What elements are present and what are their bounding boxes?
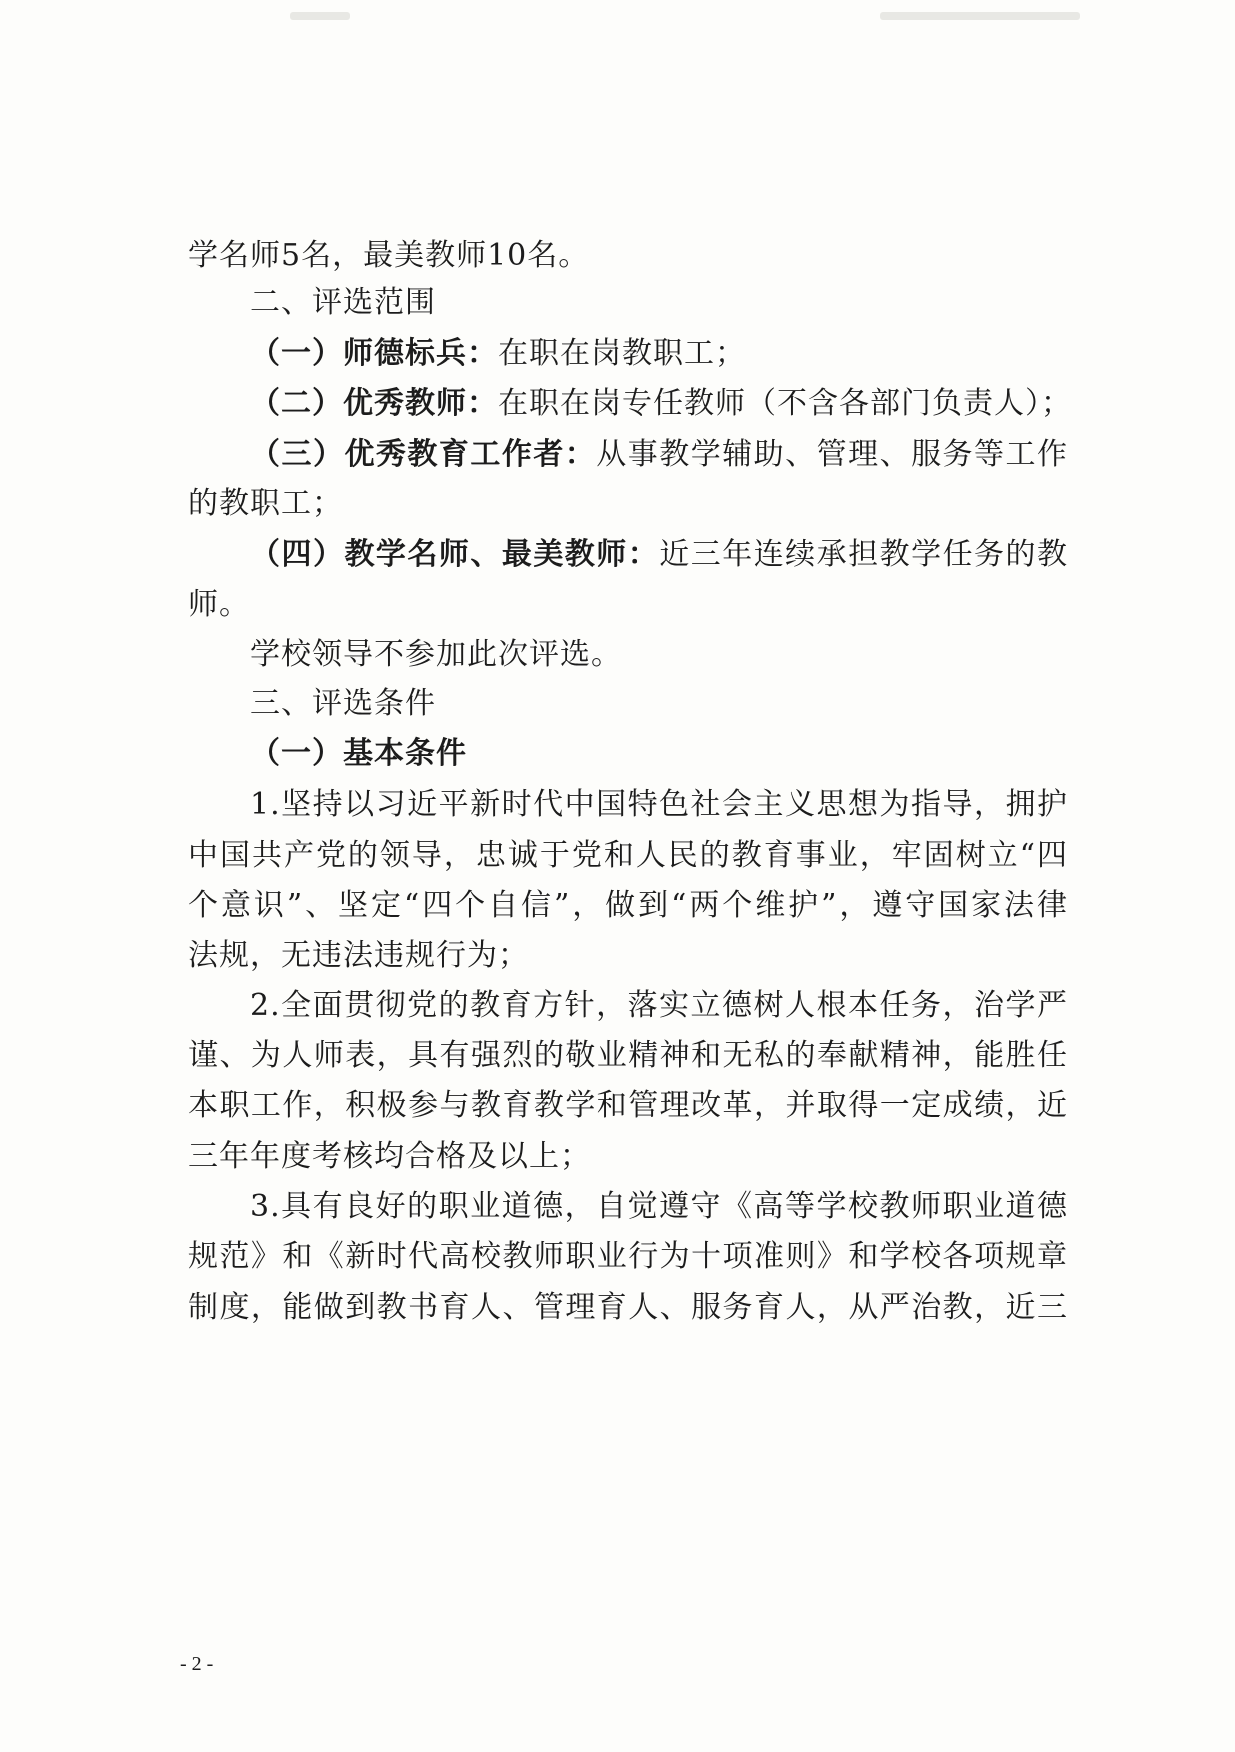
- text-line: 本职工作，积极参与教育教学和管理改革，并取得一定成绩，近: [188, 1088, 1068, 1123]
- text-line: 中国共产党的领导，忠诚于党和人民的教育事业，牢固树立“四: [188, 838, 1068, 873]
- item-label: （二）优秀教师：: [250, 386, 498, 421]
- text-line: 的教职工；: [188, 486, 343, 521]
- item-text: 在职在岗教职工；: [498, 336, 746, 371]
- text-line: 师。: [188, 587, 250, 622]
- section-heading-conditions: 三、评选条件: [250, 686, 436, 721]
- text-line: [250, 535, 1068, 575]
- text-line: 学校领导不参加此次评选。: [250, 637, 622, 672]
- page-number: - 2 -: [180, 1653, 214, 1675]
- text-line: 法规，无违法违规行为；: [188, 938, 529, 973]
- item-label: （四）教学名师、最美教师：: [250, 537, 660, 572]
- scan-artifact-mark: [290, 12, 350, 20]
- text-line: 1.坚持以习近平新时代中国特色社会主义思想为指导，拥护: [250, 787, 1068, 822]
- text-line: 三年年度考核均合格及以上；: [188, 1139, 591, 1174]
- text-line: 学名师5名，最美教师10名。: [188, 238, 590, 273]
- text-line: 制度，能做到教书育人、管理育人、服务育人，从严治教，近三: [188, 1290, 1068, 1325]
- item-text: 从事教学辅助、管理、服务等工作: [596, 437, 1069, 472]
- text-line: 3.具有良好的职业道德，自觉遵守《高等学校教师职业道德: [250, 1189, 1068, 1224]
- text-line: [250, 384, 1130, 424]
- text-line: [250, 334, 1130, 374]
- item-text: 在职在岗专任教师（不含各部门负责人）；: [498, 386, 1072, 421]
- text-line: 2.全面贯彻党的教育方针，落实立德树人根本任务，治学严: [250, 988, 1068, 1023]
- text-line: [250, 435, 1068, 475]
- text-line: 规范》和《新时代高校教师职业行为十项准则》和学校各项规章: [188, 1239, 1068, 1274]
- subsection-heading-basic: （一）基本条件: [250, 736, 467, 771]
- item-label: （三）优秀教育工作者：: [250, 437, 597, 472]
- item-label: （一）师德标兵：: [250, 336, 498, 371]
- item-text: 近三年连续承担教学任务的教: [659, 537, 1069, 572]
- section-heading-scope: 二、评选范围: [250, 285, 436, 320]
- scan-artifact-mark: [880, 12, 1080, 20]
- text-line: 个意识”、坚定“四个自信”，做到“两个维护”，遵守国家法律: [188, 888, 1068, 923]
- text-line: 谨、为人师表，具有强烈的敬业精神和无私的奉献精神，能胜任: [188, 1038, 1068, 1073]
